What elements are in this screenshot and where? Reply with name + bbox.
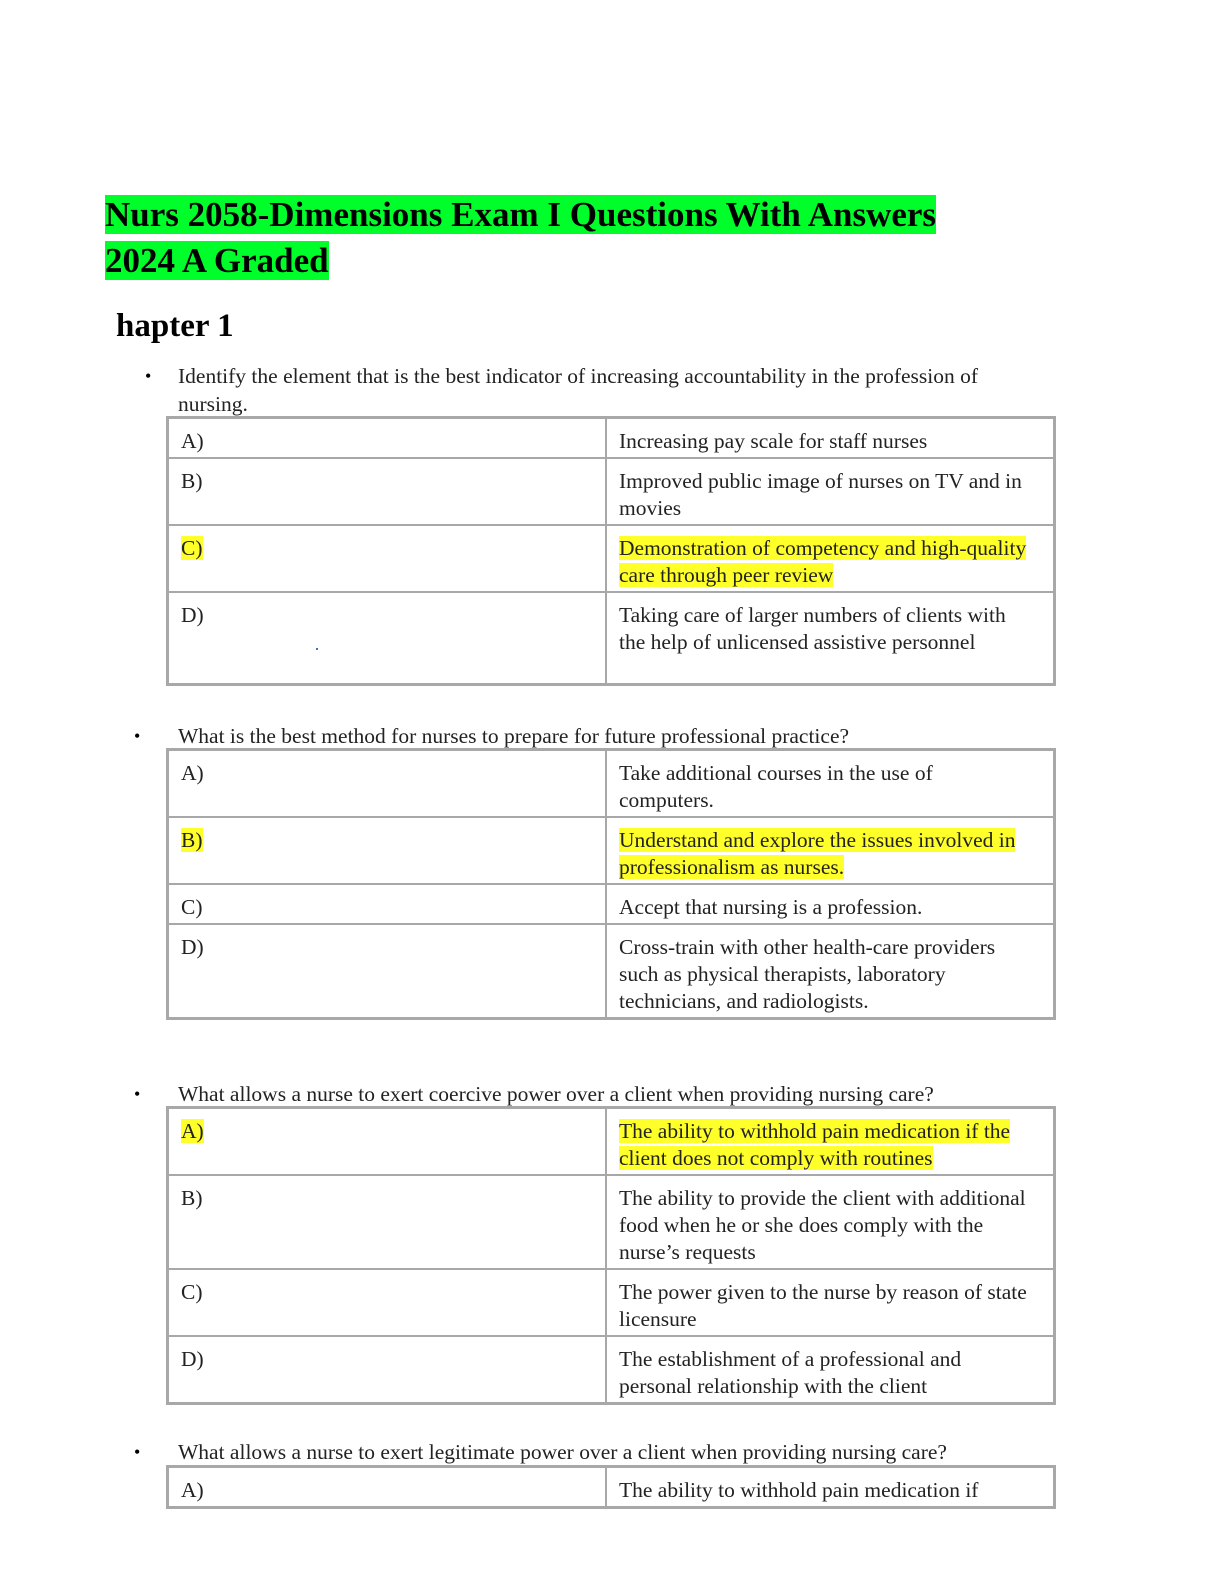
title-line-2: 2024 A Graded xyxy=(105,241,329,280)
question-1-options xyxy=(166,416,1056,686)
option-text: Cross-train with other health-care providers such as physical therapists, laboratory technicians, and radiologists. xyxy=(619,935,996,1013)
question-2-text: What is the best method for nurses to prepare for future professional practice? xyxy=(178,724,850,748)
option-letter: A) xyxy=(181,1119,204,1143)
option-text: Accept that nursing is a profession. xyxy=(619,895,923,919)
option-letter: C) xyxy=(181,895,203,919)
option-row xyxy=(168,1269,1054,1336)
question-1-text: Identify the element that is the best indicator of increasing accountability in the profession of nursing. xyxy=(178,364,979,416)
option-row xyxy=(168,750,1054,817)
option-letter: D) xyxy=(181,603,204,627)
option-text-correct: Demonstration of competency and high-quality care through peer review xyxy=(619,536,1027,587)
stray-dot xyxy=(316,648,318,650)
question-2-options xyxy=(166,748,1056,1020)
question-4-text: What allows a nurse to exert legitimate power over a client when providing nursing care? xyxy=(178,1440,947,1464)
option-text: Increasing pay scale for staff nurses xyxy=(619,429,928,453)
bullet-icon: • xyxy=(134,1084,141,1104)
option-text: The power given to the nurse by reason of state licensure xyxy=(619,1280,1027,1331)
title-line-1: Nurs 2058-Dimensions Exam I Questions With Answers xyxy=(105,195,937,234)
question-3-text: What allows a nurse to exert coercive power over a client when providing nursing care? xyxy=(178,1082,934,1106)
option-text-correct: The ability to withhold pain medication if the client does not comply with routines xyxy=(619,1119,1011,1170)
option-letter: C) xyxy=(181,1280,203,1304)
option-text: The ability to withhold pain medication if xyxy=(619,1478,979,1502)
option-row xyxy=(168,1336,1054,1403)
option-row xyxy=(168,418,1054,458)
option-letter: D) xyxy=(181,935,204,959)
option-text-correct: Understand and explore the issues involved in professionalism as nurses. xyxy=(619,828,1016,879)
document-title xyxy=(105,192,1065,284)
option-row xyxy=(168,458,1054,525)
option-letter: D) xyxy=(181,1347,204,1371)
option-text: Taking care of larger numbers of clients with the help of unlicensed assistive personnel xyxy=(619,603,1006,654)
option-row-correct xyxy=(168,525,1054,592)
option-row xyxy=(168,592,1054,684)
bullet-icon: • xyxy=(134,726,141,746)
option-row-correct xyxy=(168,1108,1054,1175)
option-letter: B) xyxy=(181,1186,203,1210)
option-row xyxy=(168,924,1054,1018)
option-row xyxy=(168,1175,1054,1269)
bullet-icon: • xyxy=(145,366,152,386)
option-row xyxy=(168,1467,1054,1507)
option-letter: A) xyxy=(181,429,204,453)
option-text: Take additional courses in the use of computers. xyxy=(619,761,933,812)
question-4-options xyxy=(166,1465,1056,1509)
option-letter: B) xyxy=(181,828,203,852)
question-3-options xyxy=(166,1106,1056,1405)
option-letter: A) xyxy=(181,1478,204,1502)
option-text: The ability to provide the client with additional food when he or she does comply with the nurse’s requests xyxy=(619,1186,1026,1264)
option-text: The establishment of a professional and personal relationship with the client xyxy=(619,1347,962,1398)
bullet-icon: • xyxy=(134,1442,141,1462)
option-text: Improved public image of nurses on TV and in movies xyxy=(619,469,1022,520)
option-letter: A) xyxy=(181,761,204,785)
option-letter: B) xyxy=(181,469,203,493)
option-letter: C) xyxy=(181,536,203,560)
chapter-heading: hapter 1 xyxy=(116,308,234,344)
option-row xyxy=(168,884,1054,924)
option-row-correct xyxy=(168,817,1054,884)
